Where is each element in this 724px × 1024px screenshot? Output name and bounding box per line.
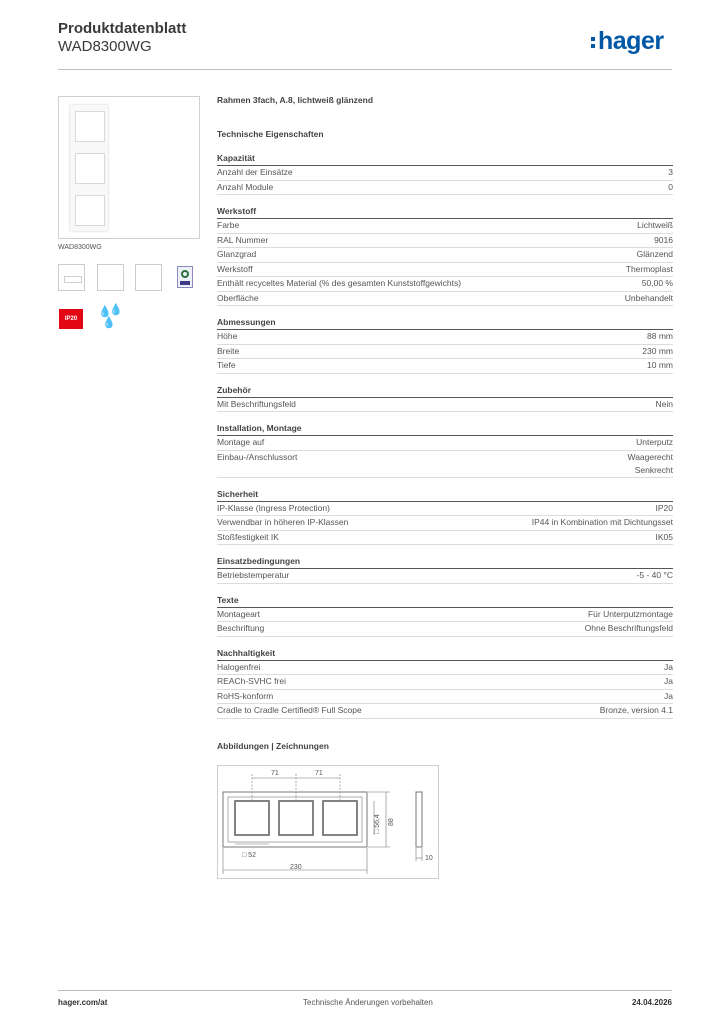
product-title: Rahmen 3fach, A.8, lichtweiß glänzend [217, 95, 374, 105]
spec-value [532, 516, 673, 530]
hager-logo [591, 26, 664, 56]
document-title: Produktdatenblatt [58, 20, 187, 37]
spec-value-line: -5 - 40 °C [636, 570, 673, 580]
thumbnail-horizontal[interactable] [58, 264, 85, 291]
footer-divider [58, 990, 672, 991]
spec-section [217, 385, 673, 413]
section-heading: Werkstoff [217, 206, 673, 219]
spec-key: Beschriftung [217, 623, 265, 633]
section-heading: Texte [217, 595, 673, 608]
spec-value-line: Glänzend [636, 249, 673, 259]
spec-value [636, 436, 673, 450]
spec-key: RAL Nummer [217, 234, 269, 245]
dim-pitch-1: 71 [271, 770, 279, 777]
spec-row [217, 661, 673, 676]
logo-colon-icon [591, 34, 596, 51]
dim-opening-width: □ 52 [242, 852, 256, 859]
section-heading: Zubehör [217, 385, 673, 398]
spec-key: Einbau-/Anschlussort [217, 451, 298, 462]
spec-value-line: Für Unterputzmontage [587, 608, 673, 619]
dim-pitch-2: 71 [315, 770, 323, 777]
spec-value [600, 704, 673, 718]
spec-key: Tiefe [217, 360, 236, 370]
dim-depth: 10 [425, 855, 433, 862]
dim-height: 88 [388, 818, 395, 826]
spec-row [217, 675, 673, 690]
spec-section [217, 489, 673, 546]
spec-key: Höhe [217, 331, 238, 341]
spec-value [647, 330, 673, 344]
ip20-badge: IP20 [59, 309, 83, 329]
spec-key: Werkstoff [217, 263, 253, 274]
dim-opening-height: □ 56,4 [374, 814, 381, 834]
spec-row [217, 359, 673, 374]
spec-key: Cradle to Cradle Certified® Full Scope [217, 705, 362, 715]
spec-value [627, 451, 673, 477]
spec-row [217, 345, 673, 360]
cradle-to-cradle-icon [177, 266, 193, 288]
spec-value [654, 234, 673, 248]
spec-value-line: Nein [655, 398, 673, 409]
spec-key: Anzahl Module [217, 181, 274, 192]
spec-value-line: 88 mm [647, 331, 673, 341]
spec-value-line: Unterputz [636, 437, 673, 447]
spec-section [217, 317, 673, 374]
spec-row [217, 234, 673, 249]
spec-value-line: Bronze, version 4.1 [599, 705, 673, 715]
spec-sections [217, 153, 673, 719]
spec-value [588, 608, 673, 622]
spec-row [217, 436, 673, 451]
spec-key: IP-Klasse (Ingress Protection) [217, 502, 330, 513]
spec-value-line: 0 [668, 181, 673, 192]
spec-value [656, 398, 673, 412]
spec-key: RoHS-konform [217, 690, 274, 701]
spec-row [217, 292, 673, 307]
section-heading: Abmessungen [217, 317, 673, 330]
spec-row [217, 181, 673, 196]
spec-key: REACh-SVHC frei [217, 676, 286, 686]
spec-key: Glanzgrad [217, 249, 257, 259]
section-heading: Nachhaltigkeit [217, 648, 673, 661]
spec-row [217, 277, 673, 292]
spec-value-line: Ja [664, 690, 673, 701]
spec-value [664, 675, 673, 689]
spec-key: Montage auf [217, 437, 265, 447]
spec-key: Breite [217, 345, 240, 356]
water-drops-icon: 💧 💧 💧 [98, 304, 123, 329]
spec-row [217, 516, 673, 531]
spec-key: Montageart [217, 608, 260, 619]
spec-row [217, 608, 673, 623]
frame-illustration [70, 105, 108, 231]
spec-value [642, 345, 673, 359]
spec-section [217, 423, 673, 478]
spec-row [217, 330, 673, 345]
product-image-caption: WAD8300WG [58, 244, 102, 251]
spec-value [637, 569, 673, 583]
spec-value-line: 9016 [654, 234, 673, 245]
footer-note: Technische Änderungen vorbehalten [303, 998, 433, 1007]
frame-opening-3 [75, 195, 105, 226]
spec-key: Anzahl der Einsätze [217, 167, 293, 177]
spec-row [217, 502, 673, 517]
spec-row [217, 248, 673, 263]
spec-value [656, 531, 674, 545]
spec-value-line: Ja [664, 661, 673, 672]
spec-value [656, 502, 674, 516]
spec-value-line: Waagerecht [627, 451, 673, 462]
spec-row [217, 166, 673, 181]
spec-value-line: IP20 [655, 502, 673, 513]
spec-row [217, 451, 673, 478]
spec-section [217, 206, 673, 306]
spec-key: Enthält recyceltes Material (% des gesamten Kunststoffgewichts) [217, 278, 462, 288]
spec-row [217, 690, 673, 705]
spec-key: Betriebstemperatur [217, 570, 290, 580]
spec-value-line: Unbehandelt [624, 292, 673, 303]
frame-opening-1 [75, 111, 105, 142]
spec-value [664, 690, 673, 704]
footer-date: 24.04.2026 [631, 998, 672, 1007]
logo-text: hager [598, 27, 664, 55]
spec-value-line: Lichtweiß [637, 220, 673, 230]
spec-value [664, 661, 673, 675]
spec-key: Mit Beschriftungsfeld [217, 398, 296, 409]
spec-section [217, 556, 673, 584]
spec-value-line: IP44 in Kombination mit Dichtungsset [531, 517, 673, 527]
spec-key: Halogenfrei [217, 661, 261, 672]
header-divider [58, 69, 672, 70]
spec-value [585, 622, 673, 636]
spec-value [668, 181, 673, 195]
technical-drawing [217, 765, 439, 879]
spec-value-line: Senkrecht [634, 464, 673, 475]
spec-value-line: Thermoplast [625, 263, 673, 274]
spec-column [217, 95, 673, 751]
product-code: WAD8300WG [58, 38, 152, 55]
spec-value-line: 50,00 % [641, 278, 673, 288]
spec-row [217, 263, 673, 278]
footer-url[interactable]: hager.com/at [58, 998, 108, 1007]
spec-row [217, 704, 673, 719]
dim-width: 230 [290, 864, 302, 871]
drawing-svg [218, 766, 438, 878]
spec-row [217, 219, 673, 234]
spec-key: Oberfläche [217, 292, 259, 303]
thumbnail-side[interactable] [135, 264, 162, 291]
section-heading: Sicherheit [217, 489, 673, 502]
spec-key: Verwendbar in höheren IP-Klassen [217, 517, 349, 527]
spec-value-line: IK05 [655, 531, 673, 542]
spec-value-line: Ohne Beschriftungsfeld [584, 623, 673, 633]
spec-key: Stoßfestigkeit IK [217, 531, 279, 542]
spec-section [217, 648, 673, 719]
spec-section [217, 153, 673, 195]
section-heading: Einsatzbedingungen [217, 556, 673, 569]
spec-value [637, 248, 673, 262]
spec-row [217, 398, 673, 413]
frame-opening-2 [75, 153, 105, 184]
tech-properties-heading: Technische Eigenschaften [217, 129, 324, 139]
spec-value [668, 166, 673, 180]
spec-value-line: Ja [664, 676, 673, 686]
spec-row [217, 622, 673, 637]
section-heading: Kapazität [217, 153, 673, 166]
spec-value [647, 359, 673, 373]
section-heading: Installation, Montage [217, 423, 673, 436]
spec-value [625, 292, 673, 306]
spec-value-line: 230 mm [642, 345, 673, 356]
spec-section [217, 595, 673, 637]
spec-value-line: 3 [668, 167, 673, 177]
thumbnail-blank[interactable] [97, 264, 124, 291]
spec-key: Farbe [217, 220, 240, 230]
spec-value-line: 10 mm [647, 360, 673, 370]
spec-value [637, 219, 673, 233]
spec-row [217, 569, 673, 584]
spec-value [642, 277, 673, 291]
product-image [58, 96, 200, 239]
spec-value [626, 263, 673, 277]
spec-row [217, 531, 673, 546]
drawings-heading: Abbildungen | Zeichnungen [217, 740, 329, 751]
